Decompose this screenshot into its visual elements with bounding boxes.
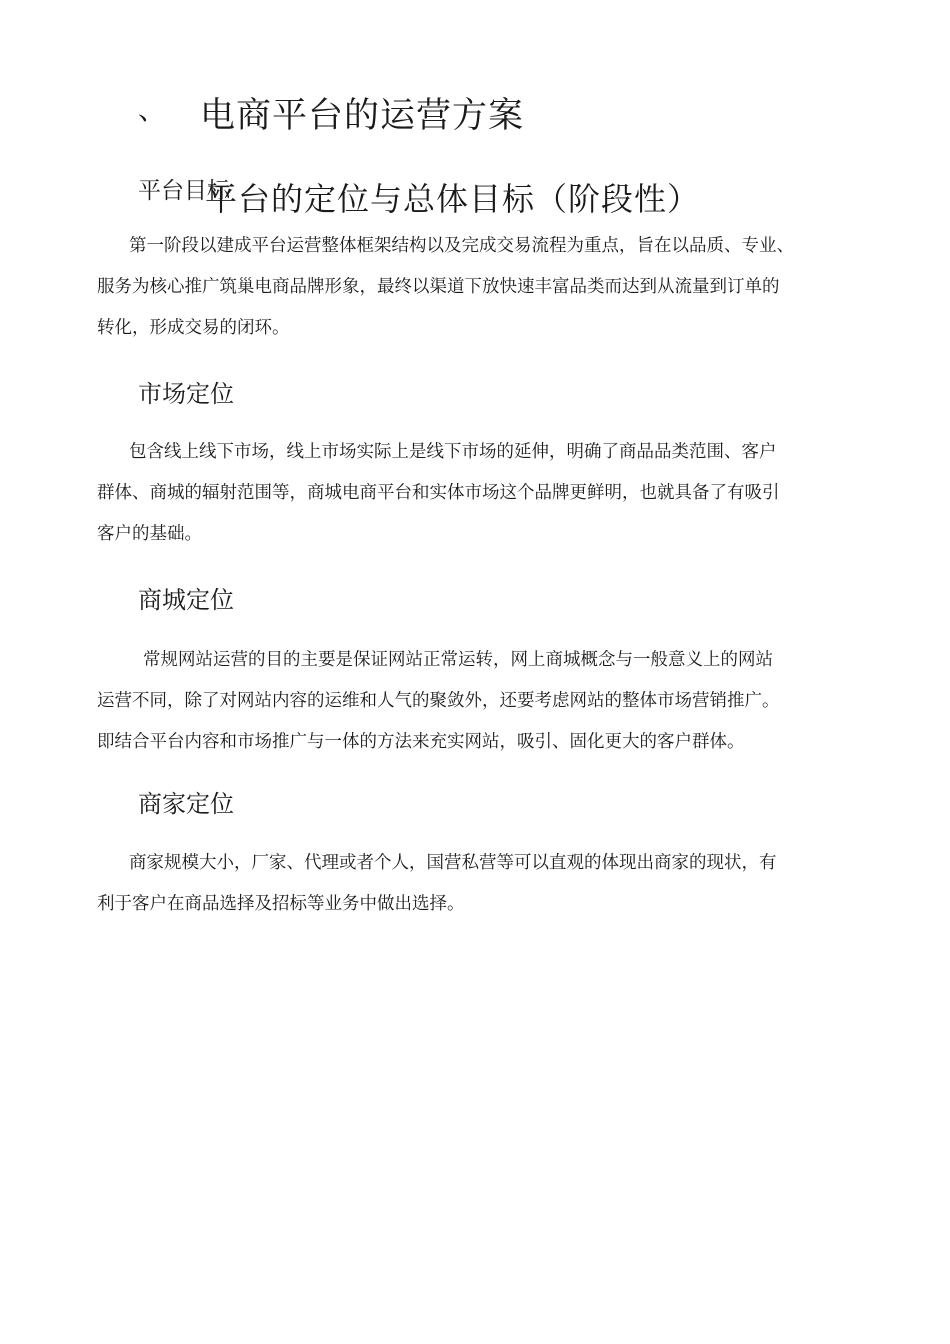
paragraph-line: 转化，形成交易的闭环。 [97,318,290,338]
paragraph-line: 运营不同，除了对网站内容的运维和人气的聚敛外，还要考虑网站的整体市场营销推广。 [97,691,780,711]
paragraph-line: 利于客户在商品选择及招标等业务中做出选择。 [97,894,465,914]
paragraph-line: 商家规模大小，厂家、代理或者个人，国营私营等可以直观的体现出商家的现状，有 [129,853,777,873]
paragraph-line: 服务为核心推广筑巢电商品牌形象，最终以渠道下放快速丰富品类而达到从流量到订单的 [97,277,780,297]
title-bullet: 、 [138,93,167,126]
platform-goal-label: 平台目标 [138,178,230,204]
paragraph-line: 客户的基础。 [97,524,202,544]
paragraph-line: 群体、商城的辐射范围等，商城电商平台和实体市场这个品牌更鲜明，也就具备了有吸引 [97,483,780,503]
merchant-paragraph [97,843,852,925]
platform-goal-heading: 平台的定位与总体目标（阶段性） [205,180,701,218]
document-title: 电商平台的运营方案 [200,96,525,136]
paragraph-line: 包含线上线下市场，线上市场实际上是线下市场的延伸，明确了商品品类范围、客户 [129,442,777,462]
merchant-heading: 商家定位 [138,790,234,818]
mall-heading: 商城定位 [138,586,234,614]
market-heading: 市场定位 [138,380,234,408]
paragraph-line: 即结合平台内容和市场推广与一体的方法来充实网站，吸引、固化更大的客户群体。 [97,732,745,752]
market-paragraph [97,432,852,555]
platform-goal-paragraph [97,226,852,349]
paragraph-line: 常规网站运营的目的主要是保证网站正常运转，网上商城概念与一般意义上的网站 [143,650,773,670]
paragraph-line: 第一阶段以建成平台运营整体框架结构以及完成交易流程为重点，旨在以品质、专业、 [129,236,794,256]
mall-paragraph [97,640,852,763]
